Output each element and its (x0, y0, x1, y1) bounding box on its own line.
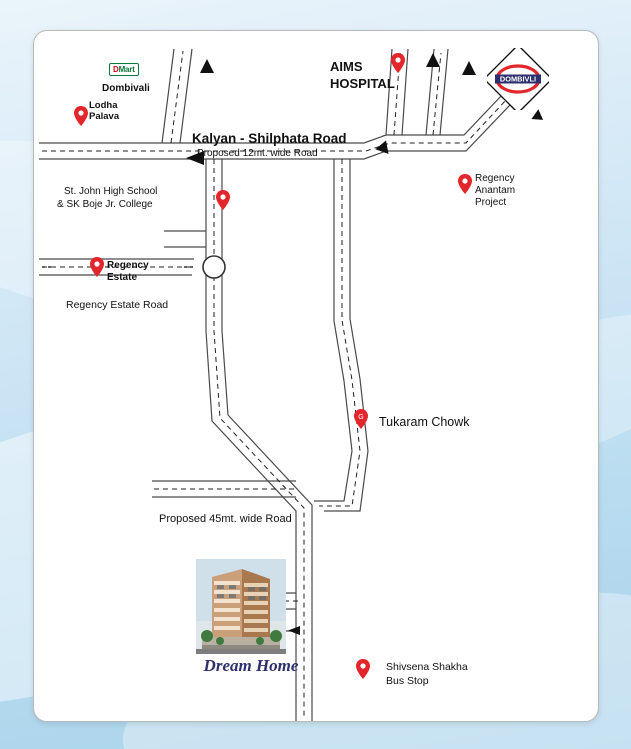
label-regency-anantam-line1: Regency (475, 173, 515, 184)
label-kalyan-shilphata-sub: Proposed 12mt. wide Road (197, 148, 318, 159)
map-pin-icon[interactable] (391, 53, 405, 73)
label-dombivali: Dombivali (102, 83, 150, 94)
map-pin-icon[interactable] (458, 174, 472, 194)
map-pin-icon[interactable] (90, 257, 104, 277)
dmart-logo (109, 63, 139, 76)
label-kalyan-shilphata-road: Kalyan - Shilphata Road (192, 131, 347, 146)
label-shivsena-shakha-line2: Bus Stop (386, 675, 429, 687)
dream-home-title: Dream Home (203, 656, 299, 675)
label-shivsena-shakha-line1: Shivsena Shakha (386, 661, 468, 673)
label-proposed-45mt-road: Proposed 45mt. wide Road (159, 513, 292, 525)
svg-text:G: G (358, 414, 364, 421)
petrol-pump-pin-icon[interactable] (354, 409, 368, 429)
label-regency-estate-line2: Estate (107, 272, 138, 283)
label-regency-estate-road: Regency Estate Road (66, 299, 169, 311)
label-aims-hospital-line2: HOSPITAL (330, 76, 395, 91)
label-lodha-palava-line1: Lodha (89, 100, 118, 111)
label-st-john-school-line1: St. John High School (64, 186, 158, 197)
dmart-logo-mart: Mart (118, 65, 135, 74)
roundabout-icon (203, 256, 225, 278)
railway-station-icon[interactable] (487, 48, 549, 110)
map-card (33, 30, 599, 722)
map-pin-icon[interactable] (356, 659, 370, 679)
label-regency-anantam-line3: Project (475, 197, 507, 208)
label-st-john-school-line2: & SK Boje Jr. College (57, 199, 153, 210)
station-label: DOMBIVLI (499, 74, 537, 84)
apartment-building-icon (196, 559, 286, 654)
label-aims-hospital-line1: AIMS (330, 59, 363, 74)
dmart-logo-d: D (113, 65, 119, 74)
label-regency-estate-line1: Regency (107, 260, 149, 271)
label-regency-anantam-line2: Anantam (475, 185, 516, 196)
map-pin-icon[interactable] (74, 106, 88, 126)
map-pin-icon[interactable] (216, 190, 230, 210)
label-tukaram-chowk: Tukaram Chowk (379, 415, 470, 429)
label-lodha-palava-line2: Palava (89, 111, 120, 122)
